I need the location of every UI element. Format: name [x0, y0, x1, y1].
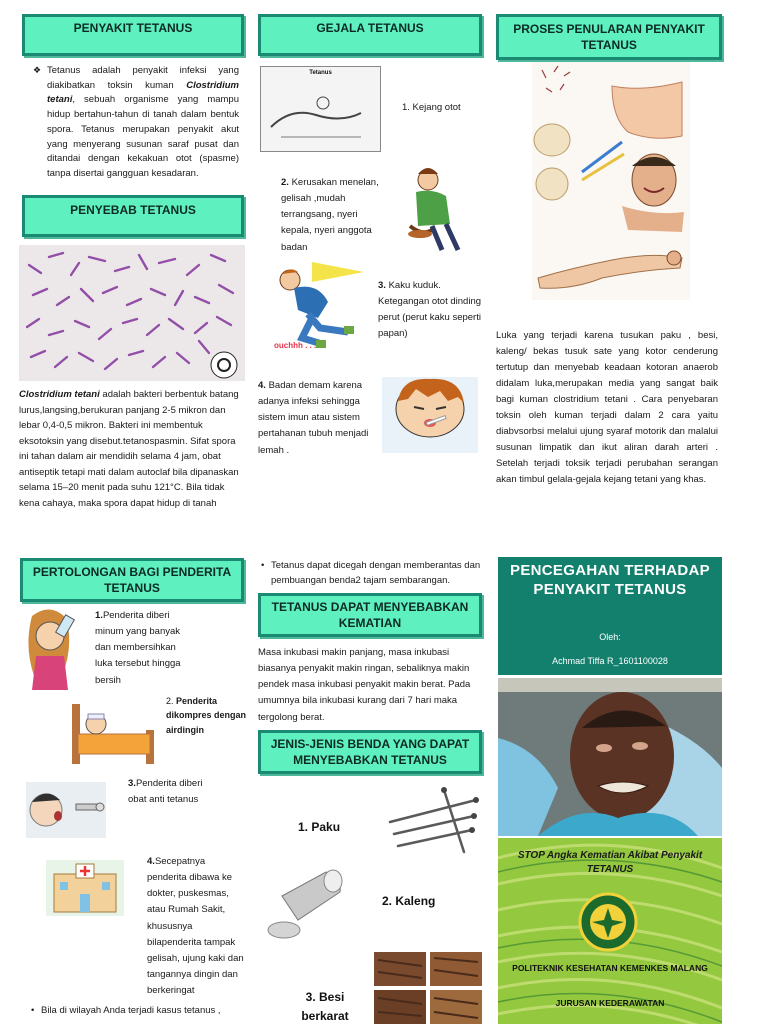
cover-by-label: Oleh:: [599, 632, 621, 642]
intro-part-a: Tetanus adalah penyakit infeksi yang diakibatkan toksin kuman: [47, 65, 239, 91]
symptom-2-text: Kerusakan menelan, gelisah ,mudah terrangsang, nyeri kepala, nyeri anggota badan: [281, 177, 379, 253]
bacteria-icon: [19, 245, 245, 381]
tetanus-patient-icon: [261, 67, 380, 151]
transmission-diagram-image: [532, 62, 690, 300]
bacteria-micrograph-image: [19, 245, 245, 381]
header-penyakit-tetanus-label: PENYAKIT TETANUS: [73, 21, 193, 35]
patient-photo-icon: [498, 678, 722, 836]
symptom-3: [378, 278, 484, 343]
cause-organism: Clostridium tetani: [19, 389, 100, 400]
aid-step-3: [128, 776, 218, 808]
nail-icon: [384, 786, 480, 856]
stiff-neck-image: [272, 262, 364, 356]
nails-image: [384, 786, 480, 856]
stop-slogan: STOP Angka Kematian Akibat Penyakit TETANUS: [517, 850, 703, 875]
intro-part-b: , sebuah organisme yang mampu hidup bertahun-tahun di tanah dalam bentuk spora. Tetanus merupakan penyakit akut yang menyerang susunan saraf pusat dan ditandai dengan kekakuan otot (spasme) tanpa disertai gangguan kesadaran.: [47, 94, 239, 180]
sick-child-image: [382, 373, 478, 453]
aid-step-3-text: Penderita diberi obat anti tetanus: [128, 778, 203, 806]
header-penyakit-tetanus: [22, 14, 244, 56]
symptom-4: [258, 378, 372, 459]
ouch-label: ouchhh . . .: [274, 341, 317, 350]
symptom-4-text: Badan demam karena adanya infeksi sehingga sistem imun atau sistem pertahanan tubuh menjadi lemah .: [258, 380, 369, 456]
sick-child-icon: [382, 373, 478, 453]
can-image: [262, 866, 346, 944]
can-icon: [262, 866, 346, 944]
woman-nausea-icon: [402, 160, 462, 252]
girl-drinking-icon: [22, 606, 80, 694]
header-jenis-benda: [258, 730, 482, 774]
transmission-paragraph: Luka yang terjadi karena tusukan paku , besi, kaleng/ bekas tusuk sate yang kotor cenderung tertutup dan menyebab keadaan kotoran anaerob didalam luka,merupakan media yang sangat baik bagi kuman clostridium tetani . Cara penyebaran toksin oleh kuman terjadi dalam 2 cara yaitu diabvsorbsi melalui ujung syaraf motorik dan malalui susunan limpatik dan ikut aliran darah arteri . Setelah terjadi toksik terjadi perubahan serangan akan timbul gelala-gejala kejang tetani yang khas.: [496, 330, 718, 485]
item-paku: 1. Paku: [298, 820, 341, 834]
cause-text: adalah bakteri berbentuk batang lurus,langsing,berukuran panjang 2-5 mikron dan lebar 0,4-0,5 mikron. Bakteri ini membentuk eksotoksin yang disebut.tetanospasmin. Sifat spora ini tahan dalam air mendidih selama 4 jam, obat antiseptik tetapi mati dalam autoclaf bila dipanaskan selama 15–20 menit pada suhu 121°C. Bila tidak kena cahaya, maka spora dapat hidup di tanah: [19, 389, 239, 510]
aid-step-1-number: 1.: [95, 610, 103, 621]
child-medicine-image: [26, 782, 106, 838]
intro-paragraph: [47, 64, 239, 182]
woman-nausea-image: [402, 160, 462, 252]
hospital-icon: [46, 860, 124, 916]
aid-step-1-text: Penderita diberi minum yang banyak dan membersihkan luka tersebut hingga bersih: [95, 610, 181, 686]
header-jenis-benda-label: JENIS-JENIS BENDA YANG DAPAT MENYEBABKAN TETANUS: [270, 736, 470, 767]
incubation-paragraph: Masa inkubasi makin panjang, masa inkubasi biasanya penyakit makin ringan, sebaliknya makin pendek masa inkubasi penyakit makin berat. Pada umumnya bila inkubasi kurang dari 7 hari maka tergolong berat.: [258, 647, 471, 723]
aid-step-4-number: 4.: [147, 856, 155, 867]
hospital-image: [46, 860, 124, 916]
symptom-2: [281, 175, 385, 256]
rusty-iron-image: [374, 952, 482, 1024]
aid-step-2-text: Penderita dikompres dengan airdingin: [166, 696, 247, 735]
header-menyebabkan-kematian: [258, 593, 482, 637]
symptom-2-number: 2.: [281, 177, 289, 188]
aid-step-1: [95, 608, 193, 689]
institution-name: POLITEKNIK KESEHATAN KEMENKES MALANG: [512, 963, 708, 973]
tetanus-figure-image: [260, 66, 381, 152]
rusty-iron-icon: [374, 952, 482, 1024]
cause-paragraph: [19, 387, 247, 512]
girl-drinking-image: [22, 606, 80, 694]
item-besi-berkarat: 3. Besi berkarat: [301, 990, 349, 1024]
header-penyebab-tetanus-label: PENYEBAB TETANUS: [70, 203, 196, 217]
bed-icon: [68, 690, 158, 768]
header-penyebab-tetanus: [22, 195, 244, 237]
logo-icon: [578, 892, 638, 952]
aid-step-2: [166, 694, 246, 737]
header-proses-penularan: [496, 14, 722, 60]
prevention-bullet: • Tetanus dapat dicegah dengan memberantas dan pembuangan benda2 tajam sembarangan.: [271, 558, 483, 588]
compress-in-bed-image: [68, 690, 158, 768]
tetanus-figure-label: Tetanus: [309, 70, 332, 76]
aid-step-3-number: 3.: [128, 778, 136, 789]
header-proses-penularan-label: PROSES PENULARAN PENYAKIT TETANUS: [513, 21, 705, 52]
symptom-3-number: 3.: [378, 280, 386, 291]
header-gejala-tetanus-label: GEJALA TETANUS: [316, 21, 424, 35]
header-gejala-tetanus: [258, 14, 482, 56]
header-pertolongan-label: PERTOLONGAN BAGI PENDERITA TETANUS: [32, 564, 232, 595]
header-menyebabkan-kematian-label: TETANUS DAPAT MENYEBABKAN KEMATIAN: [271, 599, 469, 630]
aid-step-4-text: Secepatnya penderita dibawa ke dokter, puskesmas, atau Rumah Sakit, khususnya bilapenderita tampak gelisah, ujung kaki dan tangannya dingin dan berkeringat: [147, 856, 244, 997]
aid-step-2-number: 2.: [166, 696, 174, 706]
symptom-3-text: Kaku kuduk. Ketegangan otot dinding perut (perut kaku seperti papan): [378, 280, 482, 340]
item-kaleng: 2. Kaleng: [382, 894, 436, 908]
header-pertolongan: [20, 558, 244, 602]
symptom-4-number: 4.: [258, 380, 266, 391]
department-name: JURUSAN KEDERAWATAN: [555, 998, 665, 1008]
medicine-icon: [26, 782, 106, 838]
aid-step-4: [147, 854, 247, 999]
tetanus-patient-photo: [498, 678, 722, 836]
intro-organism: Clostridium tetani: [47, 79, 239, 106]
cover-title: PENCEGAHAN TERHADAP PENYAKIT TETANUS: [510, 562, 710, 599]
symptom-1: 1. Kejang otot: [402, 102, 461, 113]
cover-author: Achmad Tiffa R_1601100028: [552, 656, 668, 666]
aid-bullet: • Bila di wilayah Anda terjadi kasus tetanus ,: [41, 1004, 241, 1019]
stop-poster: [498, 838, 722, 1024]
polkesma-logo: [578, 892, 638, 952]
transmission-diagram-icon: [532, 62, 690, 300]
